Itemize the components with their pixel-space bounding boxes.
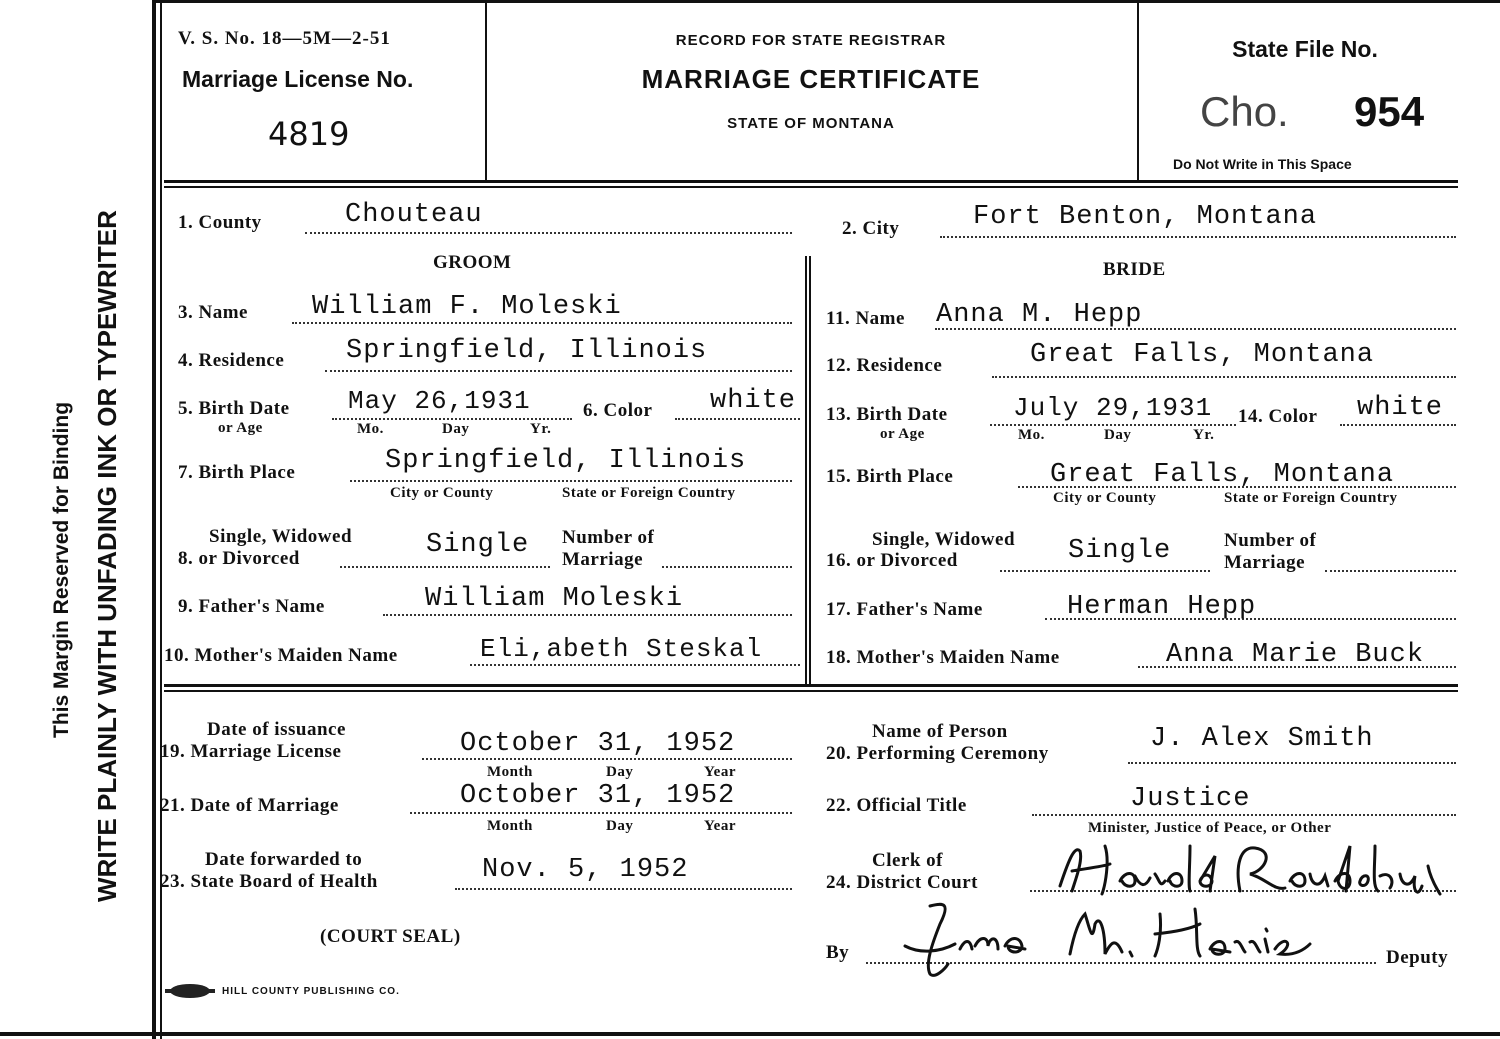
bride-color-line (1340, 424, 1456, 426)
bride-state-foreign-caption: State or Foreign Country (1224, 490, 1398, 506)
marriage-month-caption: Month (487, 818, 533, 834)
bride-single-label-2: 16. or Divorced (826, 550, 958, 571)
bride-birthplace-label: 15. Birth Place (826, 466, 954, 487)
marriage-day-caption: Day (606, 818, 634, 834)
groom-father-value: William Moleski (425, 584, 684, 614)
bride-name-value: Anna M. Hepp (936, 300, 1143, 330)
performer-line (1128, 762, 1456, 764)
groom-number-of-label-2: Marriage (562, 549, 644, 570)
groom-residence-label: 4. Residence (178, 350, 285, 371)
vs-number: V. S. No. 18—5M—2-51 (178, 28, 391, 49)
bride-birthdate-label: 13. Birth Date (826, 404, 948, 425)
record-for-text: RECORD FOR STATE REGISTRAR (675, 32, 947, 49)
groom-birthdate-label: 5. Birth Date (178, 398, 290, 419)
county-line (305, 232, 792, 234)
bride-city-county-caption: City or County (1053, 490, 1157, 506)
bride-number-of-label-1: Number of (1224, 530, 1317, 551)
deputy-signature (900, 894, 1320, 989)
state-file-label: State File No. (1232, 36, 1378, 62)
bride-number-line (1325, 570, 1456, 572)
groom-single-label-1: Single, Widowed (209, 526, 353, 547)
city-label: 2. City (842, 218, 900, 239)
certificate-title: MARRIAGE CERTIFICATE (641, 64, 981, 94)
official-title-line (1032, 814, 1456, 816)
publisher-text: HILL COUNTY PUBLISHING CO. (222, 986, 400, 997)
form-left-border (152, 0, 156, 1039)
state-file-number: 954 (1354, 88, 1425, 135)
groom-color-value: white (710, 386, 797, 416)
court-seal-text: (COURT SEAL) (320, 926, 461, 947)
groom-color-line (675, 418, 800, 420)
groom-city-county-caption: City or County (390, 485, 494, 501)
bride-residence-label: 12. Residence (826, 355, 943, 376)
issuance-month-caption: Month (487, 764, 533, 780)
groom-father-line (383, 614, 792, 616)
header-bottom-rule (164, 180, 1458, 183)
marriage-date-line (410, 812, 792, 814)
margin-write-plainly-text: WRITE PLAINLY WITH UNFADING INK OR TYPEWRITER (92, 210, 122, 902)
bride-mother-value: Anna Marie Buck (1166, 640, 1425, 670)
bride-heading: BRIDE (1103, 259, 1166, 280)
groom-birthplace-value: Springfield, Illinois (385, 446, 747, 476)
groom-mother-line (470, 664, 800, 666)
bride-name-label: 11. Name (826, 308, 905, 329)
marriage-date-label: 21. Date of Marriage (160, 795, 339, 816)
groom-single-label-2: 8. or Divorced (178, 548, 300, 569)
bride-father-label: 17. Father's Name (826, 599, 983, 620)
binding-margin (0, 0, 152, 1039)
issuance-label-1: Date of issuance (207, 719, 346, 740)
groom-residence-value: Springfield, Illinois (346, 336, 708, 366)
groom-color-label: 6. Color (583, 400, 653, 421)
groom-status-value: Single (426, 530, 530, 560)
performer-label-1: Name of Person (872, 721, 1008, 742)
bride-birthplace-value: Great Falls, Montana (1050, 460, 1395, 490)
groom-yr-label: Yr. (530, 421, 552, 437)
bride-or-age: or Age (880, 426, 925, 442)
groom-name-line (292, 322, 792, 324)
groom-birthdate-value: May 26,1931 (348, 386, 531, 416)
forwarded-label-2: 23. State Board of Health (160, 871, 378, 892)
bride-day-label: Day (1104, 427, 1132, 443)
form-top-border (156, 0, 1500, 3)
groom-name-label: 3. Name (178, 302, 248, 323)
groom-father-label: 9. Father's Name (178, 596, 325, 617)
issuance-year-caption: Year (704, 764, 736, 780)
county-value: Chouteau (345, 200, 483, 230)
bride-color-label: 14. Color (1238, 406, 1318, 427)
header-divider-2 (1137, 0, 1139, 182)
license-number: 4819 (268, 115, 350, 153)
bride-residence-value: Great Falls, Montana (1030, 340, 1375, 370)
groom-birthplace-line (350, 480, 792, 482)
groom-bride-divider-2 (809, 256, 811, 684)
license-label: Marriage License No. (182, 66, 414, 92)
marriage-year-caption: Year (704, 818, 736, 834)
do-not-write-text: Do Not Write in This Space (1173, 156, 1352, 172)
clerk-label-2: 24. District Court (826, 872, 978, 893)
bride-birthdate-line (990, 424, 1240, 426)
groom-number-line (662, 566, 792, 568)
form-bottom-border (0, 1032, 1500, 1036)
margin-reserved-text: This Margin Reserved for Binding (50, 401, 73, 738)
publisher-logo-icon (165, 982, 215, 1000)
clerk-label-1: Clerk of (872, 850, 944, 871)
forwarded-date-value: Nov. 5, 1952 (482, 855, 689, 885)
groom-birthdate-line (332, 418, 572, 420)
groom-number-of-label-1: Number of (562, 527, 655, 548)
state-text: STATE OF MONTANA (727, 115, 895, 132)
groom-day-label: Day (442, 421, 470, 437)
issuance-label-2: 19. Marriage License (160, 741, 342, 762)
bride-color-value: white (1357, 393, 1444, 423)
official-title-value: Justice (1130, 784, 1251, 814)
groom-mo-label: Mo. (357, 421, 384, 437)
official-title-caption: Minister, Justice of Peace, or Other (1088, 820, 1332, 836)
marriage-date-value: October 31, 1952 (460, 781, 736, 811)
performer-value: J. Alex Smith (1150, 724, 1374, 754)
groom-birthplace-label: 7. Birth Place (178, 462, 296, 483)
groom-single-line (340, 566, 550, 568)
bride-residence-line (992, 376, 1456, 378)
bride-birthdate-value: July 29,1931 (1013, 393, 1213, 423)
by-label: By (826, 942, 850, 963)
groom-mother-value: Eli,abeth Steskal (480, 634, 763, 664)
county-label: 1. County (178, 212, 262, 233)
forwarded-line (455, 888, 792, 890)
bride-single-label-1: Single, Widowed (872, 529, 1016, 550)
middle-rule (164, 684, 1458, 687)
performer-label-2: 20. Performing Ceremony (826, 743, 1049, 764)
bride-yr-label: Yr. (1193, 427, 1215, 443)
state-file-prefix: Cho. (1200, 88, 1289, 135)
groom-name-value: William F. Moleski (312, 292, 622, 322)
groom-state-foreign-caption: State or Foreign Country (562, 485, 736, 501)
bride-number-of-label-2: Marriage (1224, 552, 1306, 573)
groom-or-age: or Age (218, 420, 263, 436)
city-line (940, 236, 1456, 238)
groom-heading: GROOM (433, 252, 512, 273)
bride-status-value: Single (1068, 536, 1172, 566)
bride-single-line (1000, 570, 1210, 572)
issuance-date-value: October 31, 1952 (460, 729, 736, 759)
header-bottom-rule-2 (164, 186, 1458, 188)
middle-rule-2 (164, 690, 1458, 692)
groom-mother-label: 10. Mother's Maiden Name (164, 645, 398, 666)
deputy-label: Deputy (1386, 947, 1449, 968)
groom-bride-divider (805, 256, 807, 684)
city-value: Fort Benton, Montana (973, 202, 1318, 232)
bride-father-value: Herman Hepp (1067, 592, 1257, 622)
bride-mother-label: 18. Mother's Maiden Name (826, 647, 1060, 668)
issuance-day-caption: Day (606, 764, 634, 780)
bride-mo-label: Mo. (1018, 427, 1045, 443)
groom-residence-line (325, 370, 792, 372)
forwarded-label-1: Date forwarded to (205, 849, 363, 870)
official-title-label: 22. Official Title (826, 795, 967, 816)
